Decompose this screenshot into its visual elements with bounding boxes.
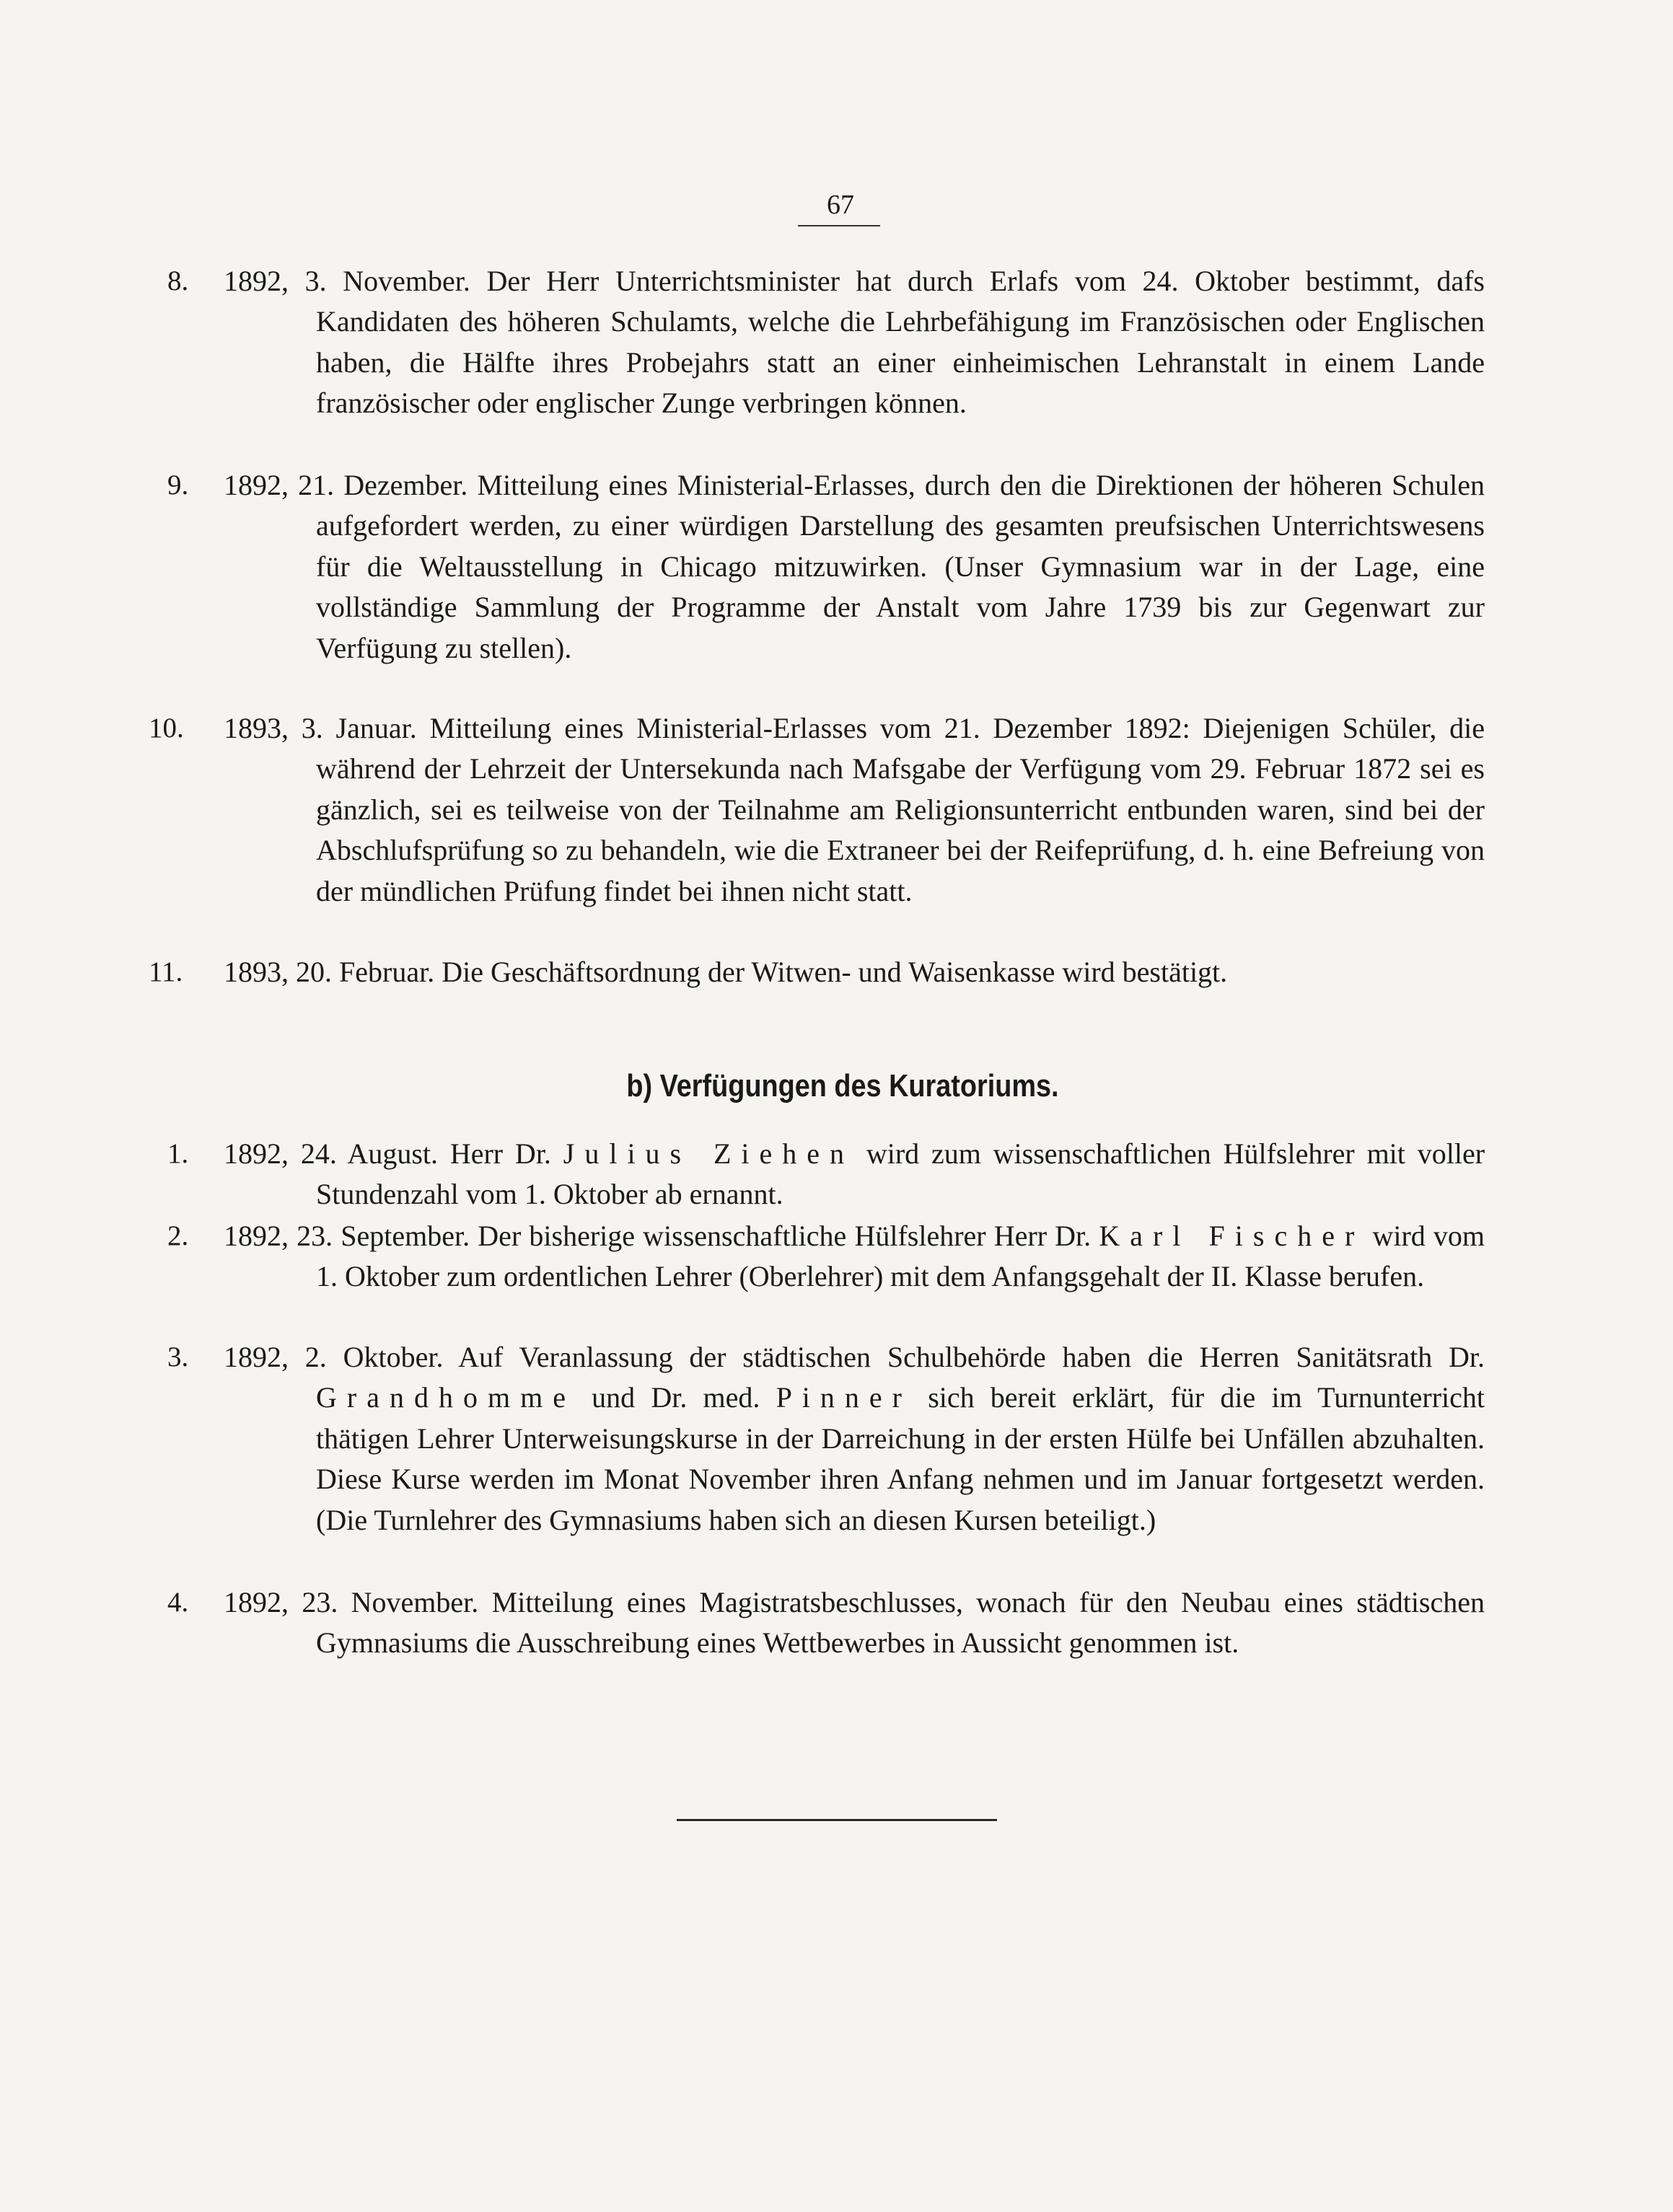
entry-number: 10. bbox=[149, 713, 184, 744]
page-number-rule bbox=[798, 225, 880, 226]
person-name: Grandhomme bbox=[316, 1381, 576, 1414]
entry-number: 11. bbox=[149, 956, 183, 987]
entry-text bbox=[224, 952, 1485, 992]
entry-number: 8. bbox=[167, 265, 189, 296]
entry-text bbox=[224, 708, 1485, 912]
entry-text bbox=[224, 1134, 1485, 1215]
entry-number: 2. bbox=[167, 1220, 189, 1251]
entry-post: wird zum wissenschaftlichen Hülfslehrer mit voller Stundenzahl vom 1. Oktober ab ernannt. bbox=[316, 1137, 1485, 1211]
entry-number: 3. bbox=[167, 1341, 189, 1372]
person-name: Karl Fischer bbox=[1099, 1220, 1365, 1252]
entry-date: 1892, 24. August. bbox=[224, 1137, 438, 1170]
page-number: 67 bbox=[827, 190, 854, 220]
entry-pre: Der bisherige wissenschaftliche Hülfslehrer Herr Dr. bbox=[478, 1220, 1092, 1252]
entry-date: 1893, 20. Februar. bbox=[224, 956, 435, 988]
entry-text bbox=[224, 465, 1485, 669]
entry-pre: Herr Dr. bbox=[449, 1137, 551, 1170]
entry-body: Mitteilung eines Magistratsbeschlusses, wonach für den Neubau eines städtischen Gymnasiums die Ausschreibung eines Wettbewerbes in Aussicht genommen ist. bbox=[316, 1586, 1485, 1660]
person-name-2: Pinner bbox=[776, 1381, 912, 1414]
entry-text bbox=[224, 261, 1485, 424]
entry-mid: und Dr. med. bbox=[592, 1381, 760, 1414]
entry-date: 1893, 3. Januar. bbox=[224, 712, 417, 744]
entry-date: 1892, 23. September. bbox=[224, 1220, 470, 1252]
entry-number: 1. bbox=[167, 1138, 189, 1169]
entry-number: 9. bbox=[167, 470, 189, 501]
entry-date: 1892, 3. November. bbox=[224, 265, 470, 297]
entry-text bbox=[224, 1582, 1485, 1664]
section-heading: b) Verfügungen des Kuratoriums. bbox=[626, 1068, 1059, 1103]
entry-body: Der Herr Unterrichtsminister hat durch Erlafs vom 24. Oktober bestimmt, dafs Kandidaten des höheren Schulamts, welche die Lehrbefähigung im Französischen oder Englischen haben, die Hälfte ihres Probejahrs statt an einer einheimischen Lehranstalt in einem Lande französischer oder englischer Zunge verbringen können. bbox=[316, 265, 1485, 420]
entry-number: 4. bbox=[167, 1587, 189, 1618]
entry-body: Die Geschäftsordnung der Witwen- und Waisenkasse wird bestätigt. bbox=[442, 956, 1228, 988]
person-name: Julius Ziehen bbox=[563, 1137, 854, 1170]
entry-post: wird vom 1. Oktober zum ordentlichen Lehrer (Oberlehrer) mit dem Anfangsgehalt der II. Klasse berufen. bbox=[316, 1220, 1485, 1293]
entry-date: 1892, 23. November. bbox=[224, 1586, 479, 1618]
entry-body: Mitteilung eines Ministerial-Erlasses, durch den die Direktionen der höheren Schulen aufgefordert werden, zu einer würdigen Darstellung des gesamten preufsischen Unterrichtswesens für die Weltausstellung in Chicago mitzuwirken. (Unser Gymnasium war in der Lage, eine vollständige Sammlung der Programme der Anstalt vom Jahre 1739 bis zur Gegenwart zur Verfügung zu stellen). bbox=[316, 469, 1485, 664]
entry-date: 1892, 2. Oktober. bbox=[224, 1341, 444, 1373]
entry-date: 1892, 21. Dezember. bbox=[224, 469, 468, 501]
entry-pre: Auf Veranlassung der städtischen Schulbehörde haben die Herren Sanitätsrath Dr. bbox=[458, 1341, 1485, 1373]
entry-body: Mitteilung eines Ministerial-Erlasses vom 21. Dezember 1892: Diejenigen Schüler, die während der Lehrzeit der Untersekunda nach Mafsgabe der Verfügung vom 29. Februar 1872 sei es gänzlich, sei es teilweise von der Teilnahme am Religionsunterricht entbunden waren, sind bei der Abschlufsprüfung so zu behandeln, wie die Extraneer bei der Reifeprüfung, d. h. eine Befreiung von der mündlichen Prüfung findet bei ihnen nicht statt. bbox=[316, 712, 1485, 907]
entry-text bbox=[224, 1337, 1485, 1541]
end-rule bbox=[677, 1819, 997, 1821]
entry-post: sich bereit erklärt, für die im Turnunterricht thätigen Lehrer Unterweisungskurse in der Darreichung in der ersten Hülfe bei Unfällen abzuhalten. Diese Kurse werden im Monat November ihren Anfang nehmen und im Januar fortgesetzt werden. (Die Turnlehrer des Gymnasiums haben sich an diesen Kursen beteiligt.) bbox=[316, 1381, 1485, 1536]
entry-text bbox=[224, 1216, 1485, 1297]
